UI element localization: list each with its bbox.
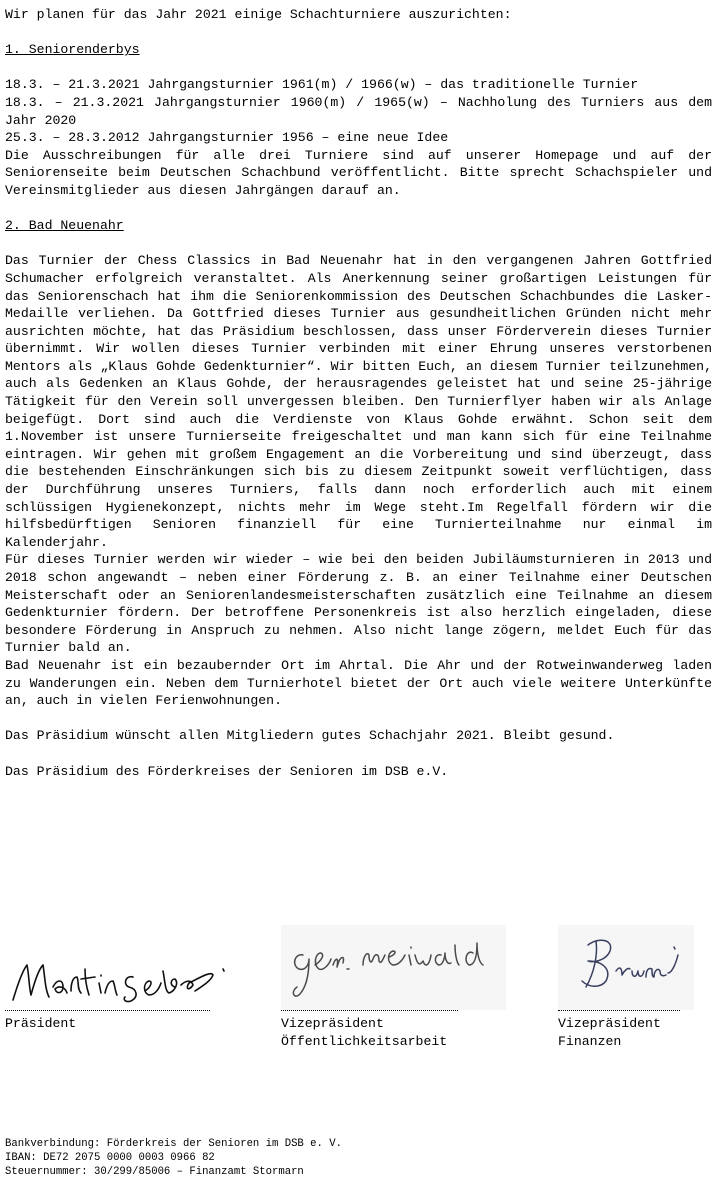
signature-line [558,1010,680,1011]
handwritten-signature-image [5,925,235,1010]
paragraph: Das Turnier der Chess Classics in Bad Neuenahr hat in den vergangenen Jahren Gottfried Schumacher erfolgreich veranstaltet. Als Anerkennung seiner großartigen Leistungen für das Seniorenschach hat ihm die Seniorenkommission des Deutschen Schachbundes die Lasker-Medaille verliehen. Da Gottfried dieses Turnier aus gesundheitlichen Gründen nicht mehr ausrichten möchte, hat das Präsidium beschlossen, dass unser Förderverein dieses Turnier übernimmt. Wir wollen dieses Turnier verbinden mit einer Ehrung unseres verstorbenen Mentors als „Klaus Gohde Gedenkturnier“. Wir bitten Euch, an diesem Turnier teilzunehmen, auch als Gedenken an Klaus Gohde, der herausragendes geleistet hat und seine 25-jährige Tätigkeit für den Verein soll unvergessen bleiben. Den Turnierflyer haben wir als Anlage beigefügt. Dort sind auch die Verdienste von Klaus Gohde erwähnt. Schon seit dem 1.November ist unsere Turnierseite freigeschaltet und man kann sich für eine Teilnahme eintragen. Wir gehen mit großem Engagement an die Vorbereitung und sind überzeugt, dass die bestehenden Einschränkungen sich bis zu diesem Zeitpunkt soweit verflüchtigen, dass der Durchführung unseres Turniers, falls dann noch erforderlich auch mit einem schlüssigen Hygienekonzept, nichts mehr im Wege steht.Im Regelfall fördern wir die hilfsbedürftigen Senioren finanziell für eine Turnierteilnahme nur einmal im Kalenderjahr. [5,253,712,550]
closing-text: Das Präsidium wünscht allen Mitgliedern gutes Schachjahr 2021. Bleibt gesund. [5,728,615,744]
letter-body [5,6,712,780]
signature-president [5,925,220,1033]
signature-line [281,1010,458,1011]
signatory-role-detail: Finanzen [558,1033,622,1049]
signoff-text: Das Präsidium des Förderkreises der Senioren im DSB e.V. [5,763,449,779]
bank-account-line: Bankverbindung: Förderkreis der Senioren im DSB e. V. [5,1138,342,1150]
handwritten-signature-image [281,925,506,1010]
event-line: 18.3. – 21.3.2021 Jahrgangsturnier 1960(m) / 1965(w) – Nachholung des Turniers aus dem Jahr 2020 [5,94,712,128]
paragraph: Für dieses Turnier werden wir wieder – wie bei den beiden Jubiläumsturnieren in 2013 und 2018 schon angewandt – neben einer Förderung z. B. an einer Teilnahme einer Deutschen Meisterschaft oder an Seniorenlandesmeisterschaften zusätzlich eine Teilnahme an diesem Gedenkturnier fördern. Der betroffene Personenkreis ist also herzlich eingeladen, diese besondere Förderung in Anspruch zu nehmen. Also nicht lange zögern, meldet Euch für das Turnier bald an. [5,552,712,656]
section-heading-bad-neuenahr: 2. Bad Neuenahr [5,218,124,234]
tax-number-line: Steuernummer: 30/299/85006 – Finanzamt Stormarn [5,1166,304,1178]
signatory-role: Präsident [5,1016,77,1031]
section-heading-seniorenderbys: 1. Seniorenderbys [5,42,140,58]
event-line: 25.3. – 28.3.2012 Jahrgangsturnier 1956 – eine neue Idee [5,130,449,146]
signatory-role: Vizepräsident [281,1016,384,1031]
signature-line [5,1010,210,1011]
signature-vice-president-pr [281,925,511,1050]
footer-bank-details [5,1137,342,1179]
event-line: 18.3. – 21.3.2021 Jahrgangsturnier 1961(m) / 1966(w) – das traditionelle Turnier [5,77,639,93]
paragraph: Bad Neuenahr ist ein bezaubernder Ort im Ahrtal. Die Ahr und der Rotweinwanderweg laden zu Wanderungen ein. Neben dem Turnierhotel bietet der Ort auch viele weitere Unterkünfte an, auch in vielen Ferienwohnungen. [5,657,712,709]
signatory-role-detail: Öffentlichkeitsarbeit [281,1033,448,1049]
iban-line: IBAN: DE72 2075 0000 0003 0966 82 [5,1152,215,1164]
signature-block [5,925,712,1065]
signatory-role: Vizepräsident [558,1016,661,1031]
intro-text: Wir planen für das Jahr 2021 einige Schachturniere auszurichten: [5,7,512,22]
seniorenderby-note: Die Ausschreibungen für alle drei Turniere sind auf unserer Homepage und auf der Seniorenseite beim Deutschen Schachbund veröffentlicht. Bitte sprecht Schachspieler und Vereinsmitglieder aus diesen Jahrgängen darauf an. [5,147,712,198]
handwritten-signature-image [558,925,698,1010]
signature-vice-president-finance [558,925,708,1050]
